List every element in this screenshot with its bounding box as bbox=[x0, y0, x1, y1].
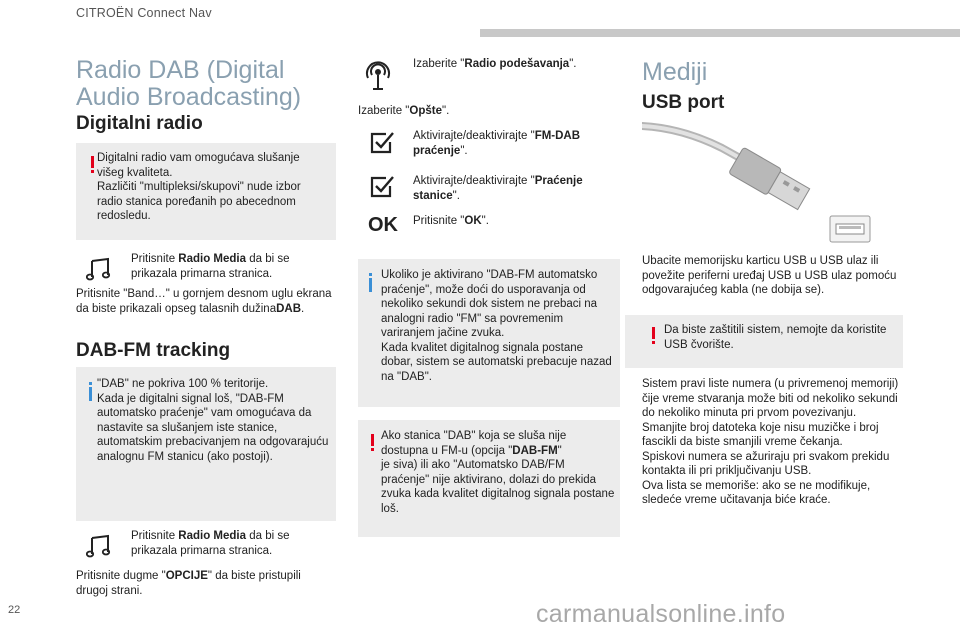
step-radio-settings: Izaberite "Radio podešavanja". bbox=[413, 58, 577, 70]
music-note-icon bbox=[86, 533, 112, 559]
section-title-dab: Radio DAB (Digital Audio Broadcasting) bbox=[76, 56, 302, 111]
watermark: carmanualsonline.info bbox=[536, 600, 786, 628]
section-title-mediji: Mediji bbox=[642, 58, 708, 86]
warning-text-dab-fm: Ako stanica "DAB" koja se sluša nije dostupna u FM-u (opcija "DAB-FM" je siva) ili ako "Automatsko DAB/FM praćenje" nije aktivirano, dolazi do prekida zvuka kada kvalitet digitalnog signala postane loš. bbox=[381, 430, 615, 515]
step-fm-dab: Aktivirajte/deaktivirajte "FM-DAB praćenje". bbox=[413, 130, 581, 157]
warning-box-usb bbox=[625, 315, 903, 368]
opcije-instruction: Pritisnite dugme "OPCIJE" da biste pristupili drugoj strani. bbox=[76, 570, 301, 597]
heading-usb-port: USB port bbox=[642, 92, 725, 113]
step-ok: Pritisnite "OK". bbox=[413, 215, 489, 227]
document-header: CITROËN Connect Nav bbox=[76, 6, 212, 20]
usb-cable-illustration bbox=[642, 118, 882, 246]
warning-box-dab-fm bbox=[358, 420, 620, 537]
step-opste: Izaberite "Opšte". bbox=[358, 105, 450, 117]
heading-dab-fm-tracking: DAB-FM tracking bbox=[76, 340, 231, 361]
checkbox-icon bbox=[368, 174, 396, 200]
step-pracenje: Aktivirajte/deaktivirajte "Praćenje stanice". bbox=[413, 175, 583, 202]
heading-digitalni-radio: Digitalni radio bbox=[76, 113, 203, 134]
info-text-dab: "DAB" ne pokriva 100 % teritorije. Kada je digitalni signal loš, "DAB-FM automatsko praćenje" vam omogućava da nastavite sa slušanjem iste stanice, automatskim prebacivanjem na odgovarajuću analognu FM stanicu (ako postoji). bbox=[97, 378, 329, 463]
warning-text-usb: Da biste zaštitili sistem, nemojte da koristite USB čvorište. bbox=[664, 324, 887, 351]
warning-box-digital bbox=[76, 143, 336, 240]
usb-instruction: Ubacite memorijsku karticu USB u USB ulaz ili povežite periferni uređaj USB u USB ulaz pomoću odgovarajućeg kabla (ne dobija se). bbox=[642, 255, 897, 296]
music-note-icon bbox=[86, 256, 112, 282]
radio-settings-icon bbox=[361, 56, 395, 92]
info-box-dab-fm bbox=[358, 259, 620, 407]
step-radio-media-1: Pritisnite Radio Media da bi se prikazala primarna stranica. bbox=[131, 253, 290, 280]
page-number: 22 bbox=[8, 604, 21, 616]
info-text-dab-fm: Ukoliko je aktivirano "DAB-FM automatsko praćenje", može doći do usporavanja od nekoliko sekundi dok sistem ne prebaci na analogni radio "FM" sa povremenim variranjem jačine zvuka. Kada kvalitet digitalnog signala postane dobar, sistem se automatski prebacuje nazad na "DAB". bbox=[381, 269, 612, 383]
system-description: Sistem pravi liste numera (u privremenoj memoriji) čije vreme stvaranja može biti od nekoliko sekundi do nekoliko minuta pri prvom povezivanju. Smanjite broj datoteka koje nisu muzičke i broj fascikli da biste smanjili vreme čekanja. Spiskovi numera se ažuriraju pri svakom prekidu kontakta ili pri priključivanju USB. Ova lista se memoriše: ako se ne modifikuje, sledeće vreme učitavanja biće kraće. bbox=[642, 378, 899, 506]
info-box-dab bbox=[76, 367, 336, 521]
band-instruction: Pritisnite "Band…" u gornjem desnom uglu ekrana da biste prikazali opseg talasnih dužinaDAB. bbox=[76, 288, 332, 315]
step-radio-media-2: Pritisnite Radio Media da bi se prikazala primarna stranica. bbox=[131, 530, 290, 557]
checkbox-icon bbox=[368, 130, 396, 156]
ok-icon: OK bbox=[368, 214, 398, 236]
warning-text-digital: Digitalni radio vam omogućava slušanje višeg kvaliteta. Različiti "multipleksi/skupovi" nude izbor radio stanica poređanih po abecednom redosledu. bbox=[97, 152, 301, 222]
header-bar bbox=[480, 29, 960, 37]
